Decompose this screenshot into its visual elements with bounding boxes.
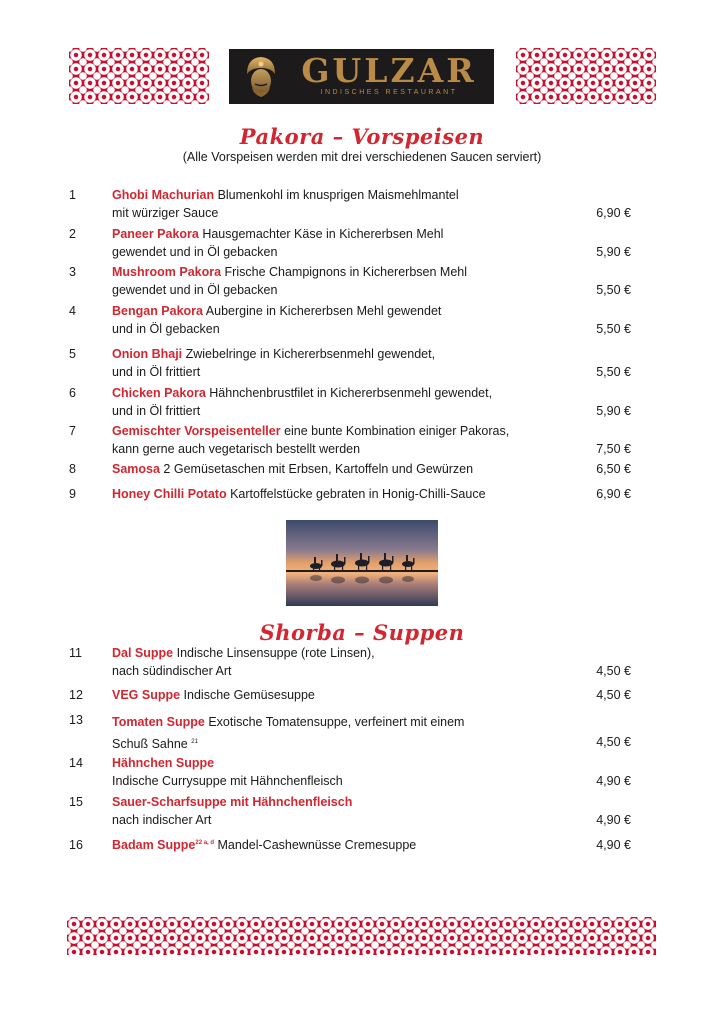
decorative-pattern-top-right [516,48,656,104]
item-description: Blumenkohl im knusprigen Maismehlmantel [214,188,459,202]
item-name: Mushroom Pakora [112,265,222,279]
item-price: 5,90 € [596,245,631,259]
item-number: 2 [69,227,76,241]
item-description: Hausgemachter Käse in Kichererbsen Mehl [198,227,444,241]
item-name: Gemischter Vorspeisenteller [112,424,281,438]
restaurant-logo [229,49,494,104]
item-description-line2: Schuß Sahne [112,737,188,751]
item-price: 7,50 € [596,442,631,456]
item-number: 8 [69,462,76,476]
item-price: 4,90 € [596,813,631,827]
item-number: 15 [69,795,83,809]
item-price: 5,50 € [596,283,631,297]
item-price: 5,50 € [596,322,631,336]
item-price: 6,90 € [596,487,631,501]
item-number: 14 [69,756,83,770]
item-description-line2: kann gerne auch vegetarisch bestellt werden [112,442,361,456]
item-description-line2: mit würziger Sauce [112,206,219,220]
item-number: 6 [69,386,76,400]
item-price: 4,50 € [596,664,631,678]
item-description-line2: nach indischer Art [112,813,212,827]
item-price: 4,90 € [596,774,631,788]
section-title-pakora: Pakora – Vorspeisen [239,124,485,149]
item-price: 5,90 € [596,404,631,418]
item-description: eine bunte Kombination einiger Pakoras, [280,424,510,438]
item-number: 4 [69,304,76,318]
item-number: 1 [69,188,76,202]
item-number: 3 [69,265,76,279]
item-description: Exotische Tomatensuppe, verfeinert mit einem [204,715,465,729]
item-description-line2: und in Öl frittiert [112,404,201,418]
item-price: 5,50 € [596,365,631,379]
item-description-line2: und in Öl frittiert [112,365,201,379]
item-name: Samosa [112,462,160,476]
item-name: Dal Suppe [112,646,174,660]
item-description: Indische Gemüsesuppe [180,688,315,702]
item-description: Mandel-Cashewnüsse Cremesuppe [214,838,417,852]
item-description: Frische Champignons in Kichererbsen Mehl [221,265,468,279]
item-name: Hähnchen Suppe [112,756,215,770]
item-name: Sauer-Scharfsuppe mit Hähnchenfleisch [112,795,353,809]
item-name: VEG Suppe [112,688,181,702]
decorative-pattern-bottom [67,917,656,955]
item-price: 4,50 € [596,735,631,749]
item-name: Onion Bhaji [112,347,183,361]
item-description-line2: gewendet und in Öl gebacken [112,245,278,259]
section-title-shorba: Shorba – Suppen [259,620,465,645]
item-number: 9 [69,487,76,501]
item-price: 4,90 € [596,838,631,852]
allergen-code: 21 [191,739,198,745]
item-description: 2 Gemüsetaschen mit Erbsen, Kartoffeln und Gewürzen [159,462,474,476]
item-name: Honey Chilli Potato [112,487,227,501]
allergen-code: 22 a, d [195,840,215,846]
item-name: Chicken Pakora [112,386,206,400]
item-number: 16 [69,838,83,852]
section-subtitle-pakora: (Alle Vorspeisen werden mit drei verschiedenen Saucen serviert) [182,150,542,164]
item-name: Bengan Pakora [112,304,204,318]
logo-subtitle: INDISCHES RESTAURANT [320,89,458,96]
item-description-line2: gewendet und in Öl gebacken [112,283,278,297]
item-name: Badam Suppe [112,838,196,852]
item-number: 13 [69,713,83,727]
item-name: Paneer Pakora [112,227,199,241]
item-number: 11 [69,646,82,660]
item-description-line2: und in Öl gebacken [112,322,220,336]
turbaned-man-icon [241,54,281,100]
item-number: 7 [69,424,76,438]
decorative-pattern-top-left [69,48,209,104]
item-number: 12 [69,688,83,702]
item-description-line2: Indische Currysuppe mit Hähnchenfleisch [112,774,343,788]
item-description: Aubergine in Kichererbsen Mehl gewendet [203,304,442,318]
item-price: 4,50 € [596,688,631,702]
item-description-line2: nach südindischer Art [112,664,232,678]
item-name: Ghobi Machurian [112,188,215,202]
item-price: 6,50 € [596,462,631,476]
item-number: 5 [69,347,76,361]
item-name: Tomaten Suppe [112,715,205,729]
item-description: Zwiebelringe in Kichererbsenmehl gewendet, [182,347,436,361]
item-description: Hähnchenbrustfilet in Kichererbsenmehl gewendet, [205,386,493,400]
item-description: Indische Linsensuppe (rote Linsen), [173,646,375,660]
logo-wordmark: GULZAR [301,51,477,90]
camel-caravan-sunset-photo [286,520,438,606]
item-price: 6,90 € [596,206,631,220]
item-description: Kartoffelstücke gebraten in Honig-Chilli-Sauce [226,487,486,501]
